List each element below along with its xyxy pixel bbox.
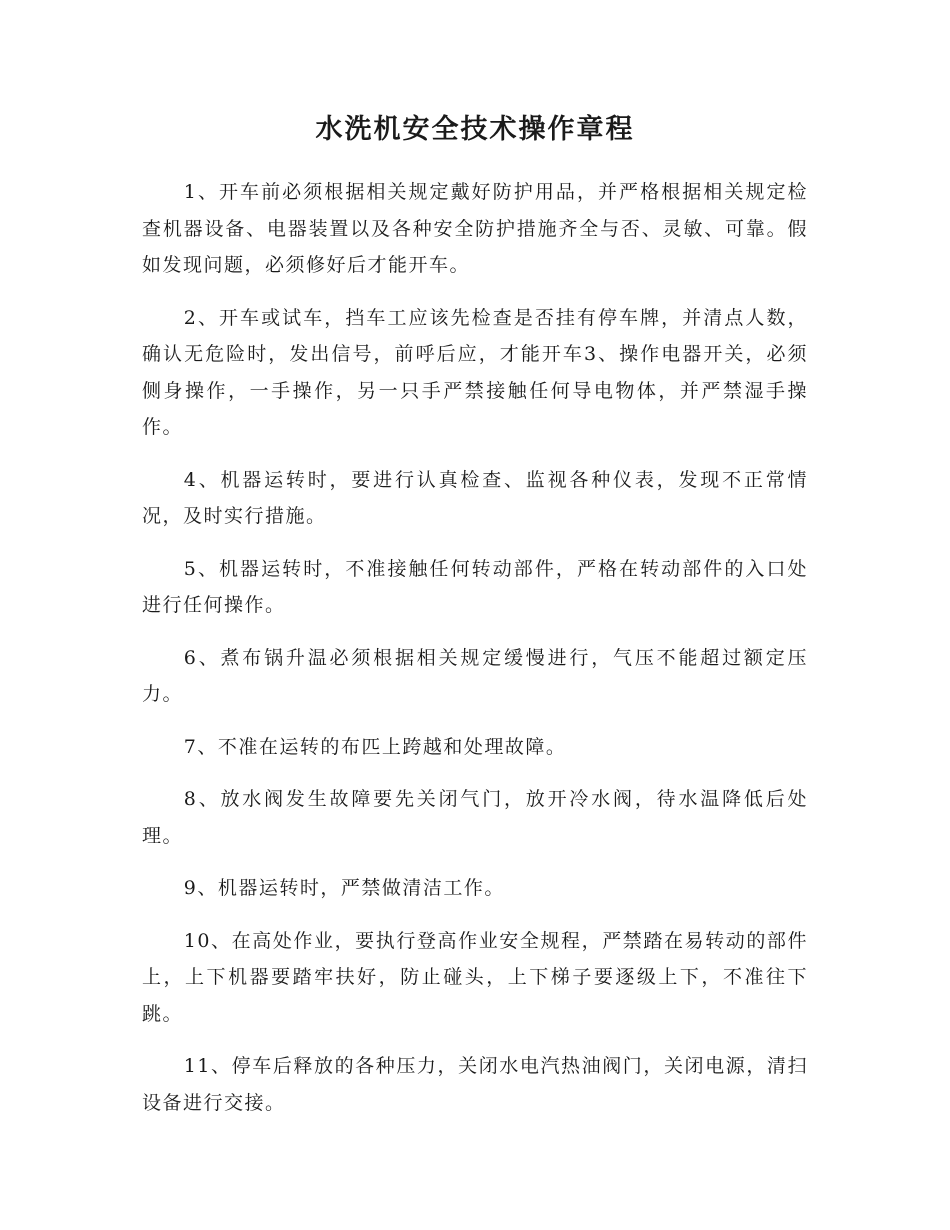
document-title: 水洗机安全技术操作章程 (315, 114, 635, 145)
paragraph-8: 9、机器运转时，严禁做清洁工作。 (183, 877, 505, 899)
document-page (142, 108, 808, 1137)
paragraph-7: 8、放水阀发生故障要先关闭气门，放开冷水阀，待水温降低后处理。 (142, 788, 808, 847)
paragraph-9: 10、在高处作业，要执行登高作业安全规程，严禁踏在易转动的部件上，上下机器要踏牢扶好，防止碰头，上下梯子要逐级上下，不准往下跳。 (142, 929, 808, 1025)
paragraph-1: 1、开车前必须根据相关规定戴好防护用品，并严格根据相关规定检查机器设备、电器装置以及各种安全防护措施齐全与否、灵敏、可靠。假如发现问题，必须修好后才能开车。 (142, 181, 808, 276)
paragraph-2: 2、开车或试车，挡车工应该先检查是否挂有停车牌，并清点人数，确认无危险时，发出信号，前呼后应，才能开车3、操作电器开关，必须侧身操作，一手操作，另一只手严禁接触任何导电物体，并严禁湿手操作。 (142, 306, 808, 438)
paragraph-4: 5、机器运转时，不准接触任何转动部件，严格在转动部件的入口处进行任何操作。 (142, 557, 808, 616)
paragraph-6: 7、不准在运转的布匹上跨越和处理故障。 (183, 735, 567, 758)
paragraph-10: 11、停车后释放的各种压力，关闭水电汽热油阀门，关闭电源，清扫设备进行交接。 (142, 1055, 808, 1114)
paragraph-3: 4、机器运转时，要进行认真检查、监视各种仪表，发现不正常情况，及时实行措施。 (142, 468, 808, 527)
paragraph-5: 6、煮布锅升温必须根据相关规定缓慢进行，气压不能超过额定压力。 (142, 646, 808, 705)
